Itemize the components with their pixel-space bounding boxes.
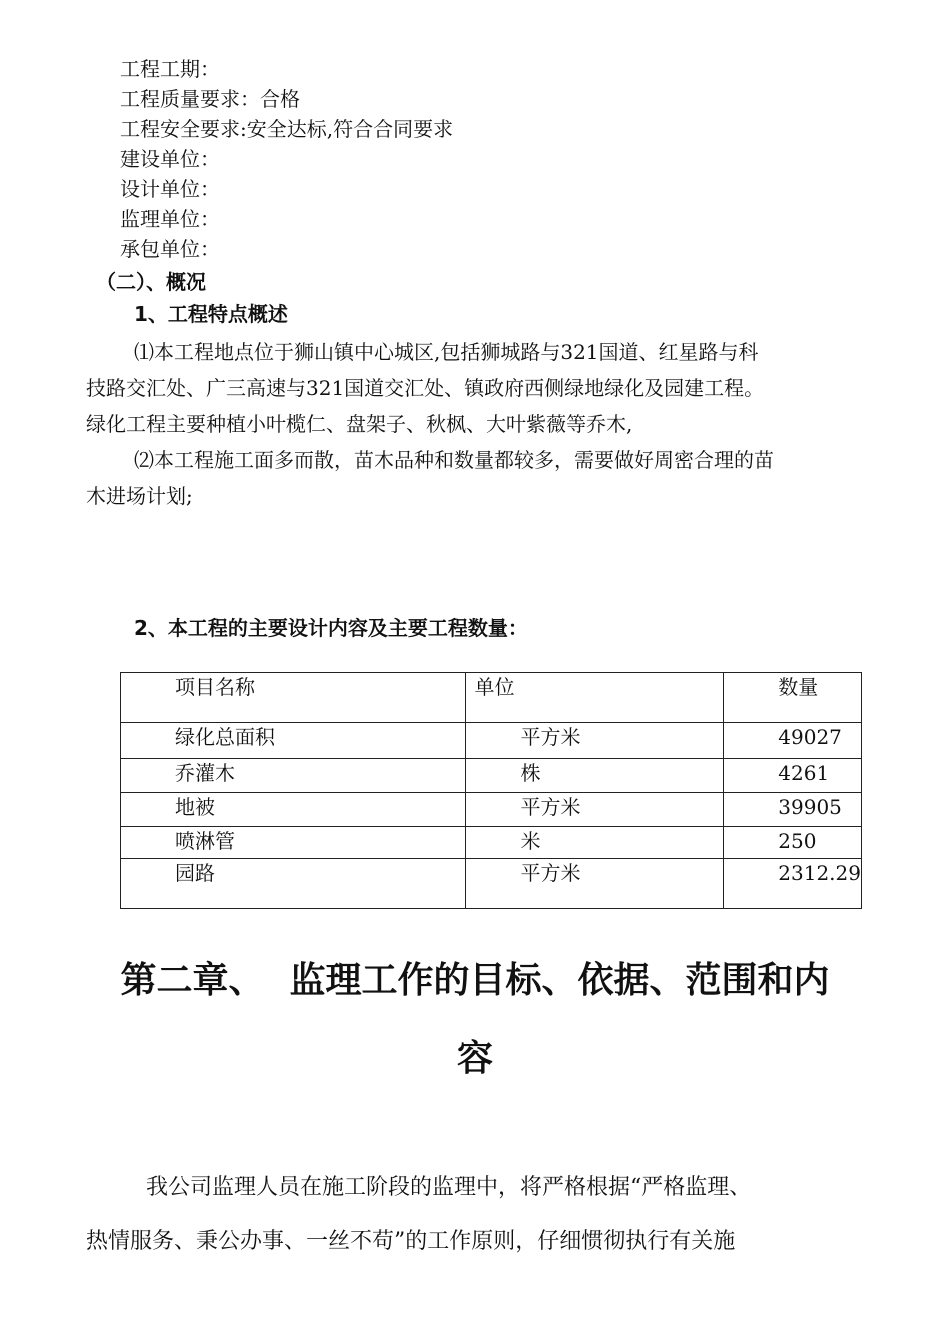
info-line-contractor: 承包单位： — [120, 237, 220, 261]
closing-paragraph-line-2: 热情服务、秉公办事、一丝不苟”的工作原则，仔细惯彻执行有关施 — [86, 1229, 736, 1254]
table-cell-unit: 平方米 — [466, 793, 724, 827]
table-cell-item: 喷淋管 — [121, 827, 466, 859]
info-line-quality: 工程质量要求：合格 — [120, 87, 300, 111]
table-cell-quantity: 4261 — [724, 759, 862, 793]
quantities-table — [120, 672, 862, 909]
table-cell-quantity: 2312.29 — [724, 859, 862, 909]
table-header-row — [121, 673, 862, 723]
chapter-title-line-2: 容 — [456, 1037, 493, 1079]
table-header-item: 项目名称 — [121, 673, 466, 723]
table-cell-unit: 米 — [466, 827, 724, 859]
table-cell-item: 乔灌木 — [121, 759, 466, 793]
paragraph-2-line-2: 木进场计划; — [86, 484, 193, 508]
paragraph-1-line-3: 绿化工程主要种植小叶榄仁、盘架子、秋枫、大叶紫薇等乔木, — [86, 412, 633, 436]
paragraph-1-line-1: ⑴本工程地点位于狮山镇中心城区,包括狮城路与321国道、红星路与科 — [134, 340, 759, 364]
info-line-designer: 设计单位： — [120, 177, 220, 201]
table-cell-item: 园路 — [121, 859, 466, 909]
closing-paragraph-line-1: 我公司监理人员在施工阶段的监理中，将严格根据“严格监理、 — [146, 1175, 752, 1200]
table-cell-unit: 株 — [466, 759, 724, 793]
paragraph-2-line-1: ⑵本工程施工面多而散，苗木品种和数量都较多，需要做好周密合理的苗 — [134, 448, 774, 472]
table-row — [121, 723, 862, 759]
table-cell-quantity: 250 — [724, 827, 862, 859]
table-row — [121, 793, 862, 827]
section-heading: （二）、概况 — [96, 270, 206, 294]
paragraph-1-line-2: 技路交汇处、广三高速与321国道交汇处、镇政府西侧绿地绿化及园建工程。 — [86, 376, 765, 400]
table-row — [121, 759, 862, 793]
subheading-design-content: 2、本工程的主要设计内容及主要工程数量： — [134, 616, 528, 640]
table-cell-unit: 平方米 — [466, 723, 724, 759]
table-cell-item: 绿化总面积 — [121, 723, 466, 759]
info-line-owner: 建设单位： — [120, 147, 220, 171]
info-line-supervisor: 监理单位： — [120, 207, 220, 231]
table-cell-quantity: 49027 — [724, 723, 862, 759]
subheading-overview: 1、工程特点概述 — [134, 302, 288, 326]
table-cell-item: 地被 — [121, 793, 466, 827]
info-line-safety: 工程安全要求:安全达标,符合合同要求 — [120, 117, 454, 141]
info-line-duration: 工程工期： — [120, 57, 220, 81]
table-row — [121, 827, 862, 859]
table-header-unit: 单位 — [466, 673, 724, 723]
chapter-title-line-1: 第二章、 监理工作的目标、依据、范围和内 — [120, 959, 830, 1001]
table-cell-quantity: 39905 — [724, 793, 862, 827]
table-row — [121, 859, 862, 909]
table-header-quantity: 数量 — [724, 673, 862, 723]
table-cell-unit: 平方米 — [466, 859, 724, 909]
